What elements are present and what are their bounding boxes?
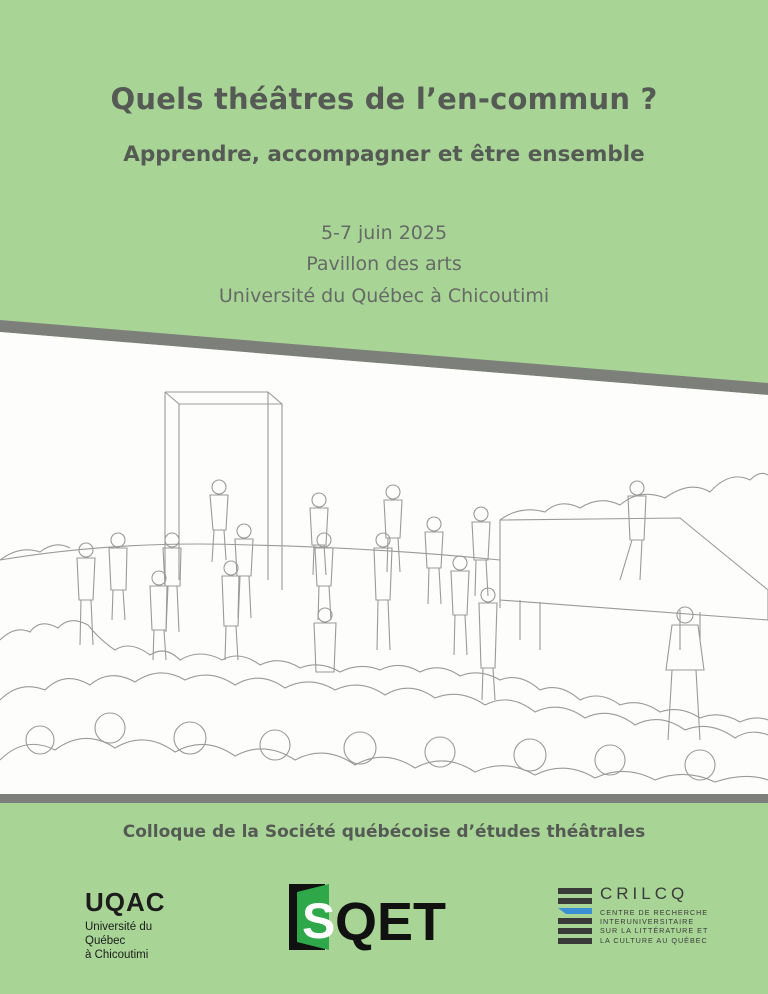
event-date: 5-7 juin 2025 <box>320 222 448 244</box>
sqet-s-letter: S <box>302 893 336 949</box>
crilcq-description: CENTRE DE RECHERCHE INTERUNIVERSITAIRE SUR LA LITTÉRATURE ET LA CULTURE AU QUÉBEC <box>600 908 709 945</box>
event-venue: Pavillon des arts <box>306 253 462 275</box>
uqac-line2: à Chicoutimi <box>85 949 149 961</box>
uqac-line1: Université du Québec <box>85 921 153 947</box>
illustration-area <box>0 332 768 794</box>
uqac-wordmark: UQAC <box>85 887 166 917</box>
poster-title: Quels théâtres de l’en-commun ? <box>110 82 658 116</box>
uqac-logo <box>85 888 195 962</box>
colloque-line: Colloque de la Société québécoise d’études théâtrales <box>122 822 646 842</box>
bottom-band <box>0 794 768 803</box>
crilcq-wordmark: CRILCQ <box>600 884 689 903</box>
sqet-wordmark: QET <box>335 892 447 952</box>
sqet-logo <box>289 880 469 956</box>
crilcq-stripes-icon <box>558 884 598 946</box>
event-institution: Université du Québec à Chicoutimi <box>218 285 550 307</box>
poster-subtitle: Apprendre, accompagner et être ensemble <box>123 142 645 167</box>
